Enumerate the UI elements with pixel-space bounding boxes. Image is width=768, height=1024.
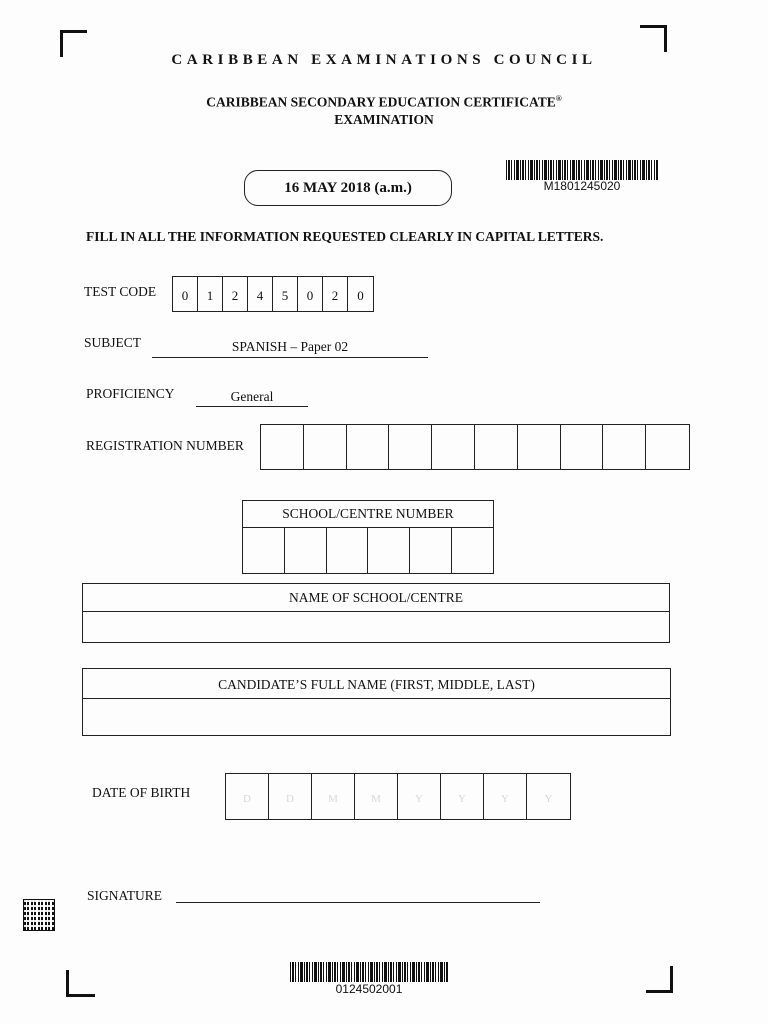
test-code-label: TEST CODE [84, 284, 157, 299]
school-name-label: NAME OF SCHOOL/CENTRE [83, 584, 669, 612]
date-of-birth-cell[interactable]: M [355, 774, 398, 819]
test-code-digit: 1 [198, 277, 223, 311]
date-of-birth-boxes [225, 773, 571, 820]
subject-label: SUBJECT [84, 335, 142, 350]
instruction-text: FILL IN ALL THE INFORMATION REQUESTED CLEARLY IN CAPITAL LETTERS. [86, 229, 604, 244]
date-of-birth-cell[interactable]: M [312, 774, 355, 819]
registered-mark: ® [555, 94, 562, 103]
registration-number-cell[interactable] [389, 425, 432, 469]
registration-number-cell[interactable] [304, 425, 347, 469]
registration-number-cell[interactable] [518, 425, 561, 469]
registration-number-cell[interactable] [432, 425, 475, 469]
qr-code-icon [23, 899, 55, 931]
date-of-birth-label: DATE OF BIRTH [92, 785, 191, 800]
date-of-birth-cell[interactable]: Y [484, 774, 527, 819]
school-centre-number-cells [243, 528, 493, 573]
school-centre-number-cell[interactable] [410, 528, 452, 573]
test-code-digit: 0 [173, 277, 198, 311]
test-code-boxes [172, 276, 374, 312]
test-code-digit: 4 [248, 277, 273, 311]
school-centre-number-cell[interactable] [452, 528, 493, 573]
council-title: CARIBBEAN EXAMINATIONS COUNCIL [171, 52, 597, 68]
barcode-top-number: M1801245020 [543, 179, 621, 193]
date-of-birth-cell[interactable]: D [226, 774, 269, 819]
candidate-name-field[interactable] [83, 699, 670, 735]
test-code-digit: 2 [223, 277, 248, 311]
registration-number-boxes [260, 424, 690, 470]
school-centre-number-cell[interactable] [243, 528, 285, 573]
signature-field[interactable] [176, 884, 540, 903]
school-centre-number-label: SCHOOL/CENTRE NUMBER [243, 501, 493, 528]
school-centre-number-cell[interactable] [285, 528, 327, 573]
date-of-birth-cell[interactable]: Y [441, 774, 484, 819]
proficiency-field: General [196, 389, 308, 407]
subject-field: SPANISH – Paper 02 [152, 339, 428, 358]
proficiency-label: PROFICIENCY [86, 386, 175, 401]
date-of-birth-cell[interactable]: D [269, 774, 312, 819]
registration-number-cell[interactable] [646, 425, 689, 469]
barcode-bottom-icon [290, 962, 448, 982]
signature-label: SIGNATURE [87, 888, 163, 903]
registration-number-cell[interactable] [561, 425, 604, 469]
date-of-birth-cell[interactable]: Y [398, 774, 441, 819]
certificate-title [0, 90, 768, 128]
test-code-digit: 2 [323, 277, 348, 311]
registration-number-cell[interactable] [475, 425, 518, 469]
barcode-bottom-number: 0124502001 [335, 982, 403, 996]
test-code-digit: 0 [298, 277, 323, 311]
exam-date: 16 MAY 2018 (a.m.) [244, 170, 452, 206]
school-centre-number-cell[interactable] [368, 528, 410, 573]
certificate-line-2: EXAMINATION [334, 111, 434, 127]
registration-number-cell[interactable] [261, 425, 304, 469]
school-centre-number-cell[interactable] [327, 528, 369, 573]
certificate-line-1: CARIBBEAN SECONDARY EDUCATION CERTIFICATE [206, 94, 556, 110]
school-name-field[interactable] [83, 612, 669, 642]
corner-mark-top-right [640, 25, 667, 52]
candidate-name-box [82, 668, 671, 736]
school-name-box [82, 583, 670, 643]
date-of-birth-cell[interactable]: Y [544, 793, 553, 805]
corner-mark-bottom-right [646, 966, 673, 993]
test-code-digit: 5 [273, 277, 298, 311]
registration-number-cell[interactable] [347, 425, 390, 469]
candidate-name-label: CANDIDATE’S FULL NAME (FIRST, MIDDLE, LAST) [83, 669, 670, 699]
school-centre-number-box [242, 500, 494, 574]
corner-mark-bottom-left [66, 970, 95, 997]
barcode-top-icon [506, 160, 658, 180]
registration-number-label: REGISTRATION NUMBER [86, 438, 244, 453]
test-code-digit: 0 [357, 288, 364, 303]
registration-number-cell[interactable] [603, 425, 646, 469]
